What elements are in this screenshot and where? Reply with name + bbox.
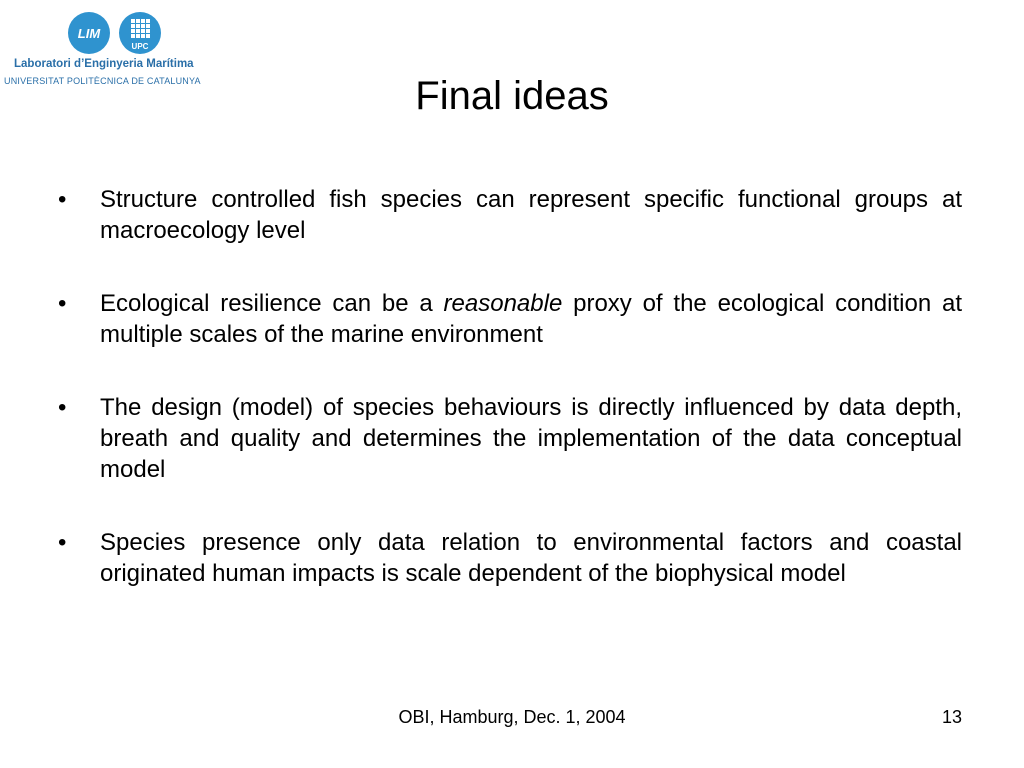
bullet-emphasis: reasonable bbox=[443, 290, 563, 317]
footer-event: OBI, Hamburg, Dec. 1, 2004 bbox=[398, 707, 626, 727]
svg-text:UPC: UPC bbox=[131, 42, 149, 51]
bullet-item bbox=[58, 392, 962, 485]
bullet-icon: • bbox=[58, 290, 67, 317]
lim-logo-icon bbox=[68, 12, 110, 54]
svg-text:LIM: LIM bbox=[77, 26, 101, 41]
bullet-item bbox=[58, 184, 962, 246]
bullet-icon: • bbox=[58, 394, 67, 421]
bullet-item bbox=[58, 288, 962, 350]
bullet-icon: • bbox=[58, 186, 67, 213]
bullet-text-part: proxy of the ecological condition at multiple scales of the marine environment bbox=[100, 290, 962, 348]
page-number: 13 bbox=[941, 707, 962, 727]
bullet-icon: • bbox=[58, 529, 67, 556]
logo-marks bbox=[68, 12, 168, 56]
logo-university-name: UNIVERSITAT POLITÈCNICA DE CATALUNYA bbox=[4, 76, 201, 86]
bullet-text-part: Ecological resilience can be a bbox=[100, 290, 444, 317]
upc-logo-icon bbox=[119, 12, 161, 54]
logo-lab-name: Laboratori d’Enginyeria Marítima bbox=[14, 58, 194, 70]
bullet-text bbox=[100, 290, 962, 348]
bullet-list bbox=[58, 184, 962, 589]
bullet-text: The design (model) of species behaviours is directly influenced by data depth, breath and quality and determines the implementation of the data conceptual model bbox=[100, 394, 962, 483]
slide-title: Final ideas bbox=[415, 74, 609, 118]
bullet-item bbox=[58, 527, 962, 589]
bullet-text: Structure controlled fish species can represent specific functional groups at macroecology level bbox=[100, 186, 962, 244]
bullet-text: Species presence only data relation to environmental factors and coastal originated human impacts is scale dependent of the biophysical model bbox=[100, 529, 962, 587]
